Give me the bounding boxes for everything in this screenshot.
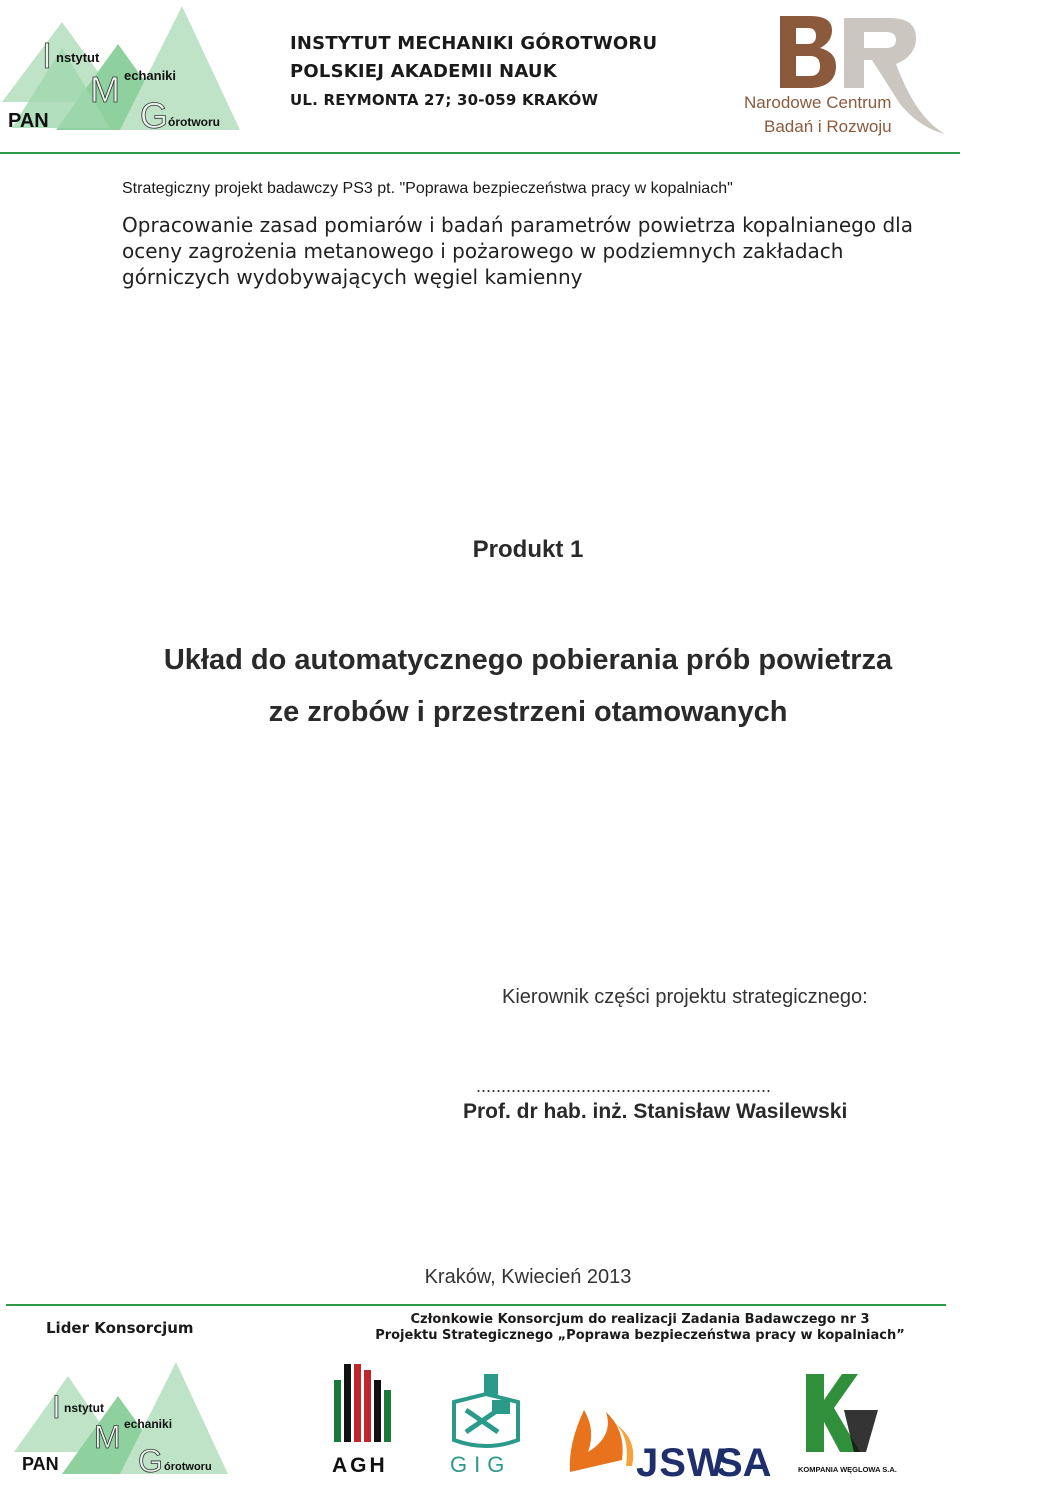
ncbr-name-line2: Badań i Rozwoju bbox=[764, 117, 892, 136]
product-label: Produkt 1 bbox=[472, 536, 584, 563]
project-subject: Opracowanie zasad pomiarów i badań parametrów powietrza kopalnianego dla oceny zagrożenia metanowego i pożarowego w podziemnych zakładach górniczych wydobywających węgiel kamienny bbox=[122, 213, 913, 289]
svg-text:echaniki: echaniki bbox=[124, 1417, 173, 1431]
institute-affiliation: POLSKIEJ AKADEMII NAUK bbox=[290, 61, 557, 82]
consortium-members-label bbox=[290, 1312, 990, 1344]
svg-text:nstytut: nstytut bbox=[56, 50, 100, 65]
svg-text:SA: SA bbox=[716, 1441, 772, 1485]
signature-dots: ........................................................... bbox=[476, 1076, 772, 1096]
svg-text:I: I bbox=[42, 35, 53, 76]
pan-text: PAN bbox=[8, 110, 49, 132]
img-logo-small bbox=[14, 1360, 230, 1479]
jsw-logo bbox=[566, 1400, 772, 1485]
gig-logo bbox=[446, 1372, 526, 1476]
svg-text:G: G bbox=[138, 1443, 163, 1479]
footer-divider bbox=[6, 1304, 946, 1306]
svg-text:PAN: PAN bbox=[22, 1454, 59, 1474]
ncbr-logo bbox=[740, 8, 950, 140]
svg-text:órotworu: órotworu bbox=[164, 1461, 212, 1473]
project-title: Strategiczny projekt badawczy PS3 pt. "Poprawa bezpieczeństwa pracy w kopalniach" bbox=[122, 180, 733, 197]
ncbr-name-line1: Narodowe Centrum bbox=[744, 93, 892, 112]
agh-logo bbox=[330, 1360, 396, 1476]
svg-text:nstytut: nstytut bbox=[64, 1401, 104, 1415]
svg-text:G: G bbox=[140, 95, 169, 136]
manager-name: Prof. dr hab. inż. Stanisław Wasilewski bbox=[463, 1100, 848, 1123]
header-divider bbox=[0, 152, 960, 154]
product-title-line1: Układ do automatycznego pobierania prób powietrza bbox=[163, 644, 893, 676]
members-line2: Projektu Strategicznego „Poprawa bezpieczeństwa pracy w kopalniach” bbox=[375, 1328, 905, 1343]
product-title bbox=[0, 640, 1056, 744]
institute-name: INSTYTUT MECHANIKI GÓROTWORU bbox=[290, 33, 658, 54]
svg-text:echaniki: echaniki bbox=[124, 68, 177, 83]
place-date: Kraków, Kwiecień 2013 bbox=[424, 1266, 632, 1288]
svg-text:KOMPANIA WĘGLOWA S.A.: KOMPANIA WĘGLOWA S.A. bbox=[798, 1465, 897, 1474]
svg-text:M: M bbox=[90, 69, 120, 110]
institute-address: UL. REYMONTA 27; 30-059 KRAKÓW bbox=[290, 91, 599, 109]
institute-header bbox=[290, 30, 657, 114]
img-logo-logo bbox=[2, 4, 242, 136]
consortium-leader-label: Lider Konsorcjum bbox=[46, 1319, 194, 1337]
members-line1: Członkowie Konsorcjum do realizacji Zadania Badawczego nr 3 bbox=[410, 1312, 870, 1327]
manager-label: Kierownik części projektu strategicznego: bbox=[502, 986, 868, 1008]
svg-text:I: I bbox=[52, 1389, 61, 1425]
svg-text:órotworu: órotworu bbox=[168, 115, 220, 129]
svg-text:JSW: JSW bbox=[636, 1441, 726, 1485]
svg-text:M: M bbox=[94, 1419, 121, 1455]
svg-text:AGH: AGH bbox=[332, 1454, 388, 1477]
kompania-weglowa-logo bbox=[796, 1372, 897, 1476]
svg-text:GIG: GIG bbox=[450, 1452, 512, 1477]
product-title-line2: ze zrobów i przestrzeni otamowanych bbox=[268, 696, 788, 728]
